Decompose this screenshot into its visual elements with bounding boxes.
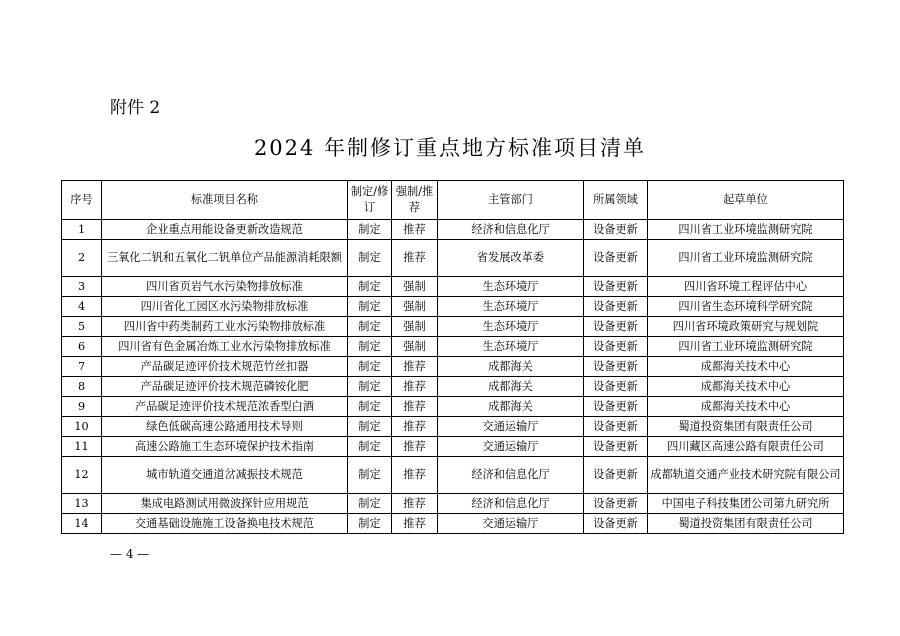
cell-dept: 交通运输厅 (438, 417, 584, 437)
cell-dept: 生态环境厅 (438, 317, 584, 337)
cell-dept: 生态环境厅 (438, 337, 584, 357)
cell-level: 推荐 (392, 357, 438, 377)
standards-table (61, 180, 844, 534)
cell-name: 交通基础设施施工设备换电技术规范 (102, 514, 348, 534)
cell-unit: 蜀道投资集团有限责任公司 (648, 417, 844, 437)
cell-field: 设备更新 (584, 277, 648, 297)
cell-no: 4 (62, 297, 102, 317)
cell-type: 制定 (348, 397, 392, 417)
cell-name: 产品碳足迹评价技术规范竹丝扣器 (102, 357, 348, 377)
cell-no: 6 (62, 337, 102, 357)
cell-dept: 生态环境厅 (438, 277, 584, 297)
cell-type: 制定 (348, 337, 392, 357)
cell-dept: 经济和信息化厅 (438, 457, 584, 494)
cell-no: 5 (62, 317, 102, 337)
cell-level: 推荐 (392, 437, 438, 457)
cell-dept: 省发展改革委 (438, 240, 584, 277)
cell-type: 制定 (348, 494, 392, 514)
cell-type: 制定 (348, 514, 392, 534)
table-row (62, 220, 844, 240)
header-field: 所属领域 (584, 181, 648, 220)
cell-type: 制定 (348, 457, 392, 494)
cell-field: 设备更新 (584, 514, 648, 534)
cell-name: 四川省页岩气水污染物排放标准 (102, 277, 348, 297)
cell-unit: 成都海关技术中心 (648, 357, 844, 377)
cell-level: 推荐 (392, 397, 438, 417)
cell-type: 制定 (348, 417, 392, 437)
cell-name: 城市轨道交通道岔减振技术规范 (102, 457, 348, 494)
header-dept: 主管部门 (438, 181, 584, 220)
cell-dept: 交通运输厅 (438, 437, 584, 457)
cell-name: 四川省化工园区水污染物排放标准 (102, 297, 348, 317)
cell-dept: 交通运输厅 (438, 514, 584, 534)
header-level: 强制/推荐 (392, 181, 438, 220)
header-no: 序号 (62, 181, 102, 220)
cell-field: 设备更新 (584, 494, 648, 514)
table-row (62, 357, 844, 377)
table-row (62, 514, 844, 534)
table-row (62, 377, 844, 397)
cell-field: 设备更新 (584, 297, 648, 317)
table-row (62, 457, 844, 494)
cell-field: 设备更新 (584, 417, 648, 437)
cell-no: 3 (62, 277, 102, 297)
cell-no: 8 (62, 377, 102, 397)
table-row (62, 337, 844, 357)
cell-field: 设备更新 (584, 457, 648, 494)
cell-dept: 经济和信息化厅 (438, 220, 584, 240)
cell-unit: 中国电子科技集团公司第九研究所 (648, 494, 844, 514)
cell-name: 产品碳足迹评价技术规范磷铵化肥 (102, 377, 348, 397)
cell-field: 设备更新 (584, 337, 648, 357)
cell-level: 强制 (392, 317, 438, 337)
cell-unit: 成都海关技术中心 (648, 377, 844, 397)
table-row (62, 417, 844, 437)
cell-name: 三氧化二钒和五氧化二钒单位产品能源消耗限额 (102, 240, 348, 277)
page-number: — 4 — (110, 547, 150, 561)
cell-dept: 成都海关 (438, 377, 584, 397)
cell-field: 设备更新 (584, 377, 648, 397)
cell-dept: 成都海关 (438, 397, 584, 417)
cell-name: 企业重点用能设备更新改造规范 (102, 220, 348, 240)
cell-level: 推荐 (392, 417, 438, 437)
cell-no: 2 (62, 240, 102, 277)
cell-field: 设备更新 (584, 317, 648, 337)
cell-field: 设备更新 (584, 240, 648, 277)
cell-level: 推荐 (392, 220, 438, 240)
cell-unit: 四川省工业环境监测研究院 (648, 240, 844, 277)
table-row (62, 317, 844, 337)
table-row (62, 437, 844, 457)
table-row (62, 297, 844, 317)
cell-level: 推荐 (392, 457, 438, 494)
cell-field: 设备更新 (584, 437, 648, 457)
cell-unit: 四川省环境政策研究与规划院 (648, 317, 844, 337)
cell-unit: 四川省环境工程评估中心 (648, 277, 844, 297)
cell-no: 7 (62, 357, 102, 377)
cell-no: 11 (62, 437, 102, 457)
cell-level: 推荐 (392, 377, 438, 397)
cell-unit: 四川藏区高速公路有限责任公司 (648, 437, 844, 457)
cell-type: 制定 (348, 437, 392, 457)
cell-no: 10 (62, 417, 102, 437)
attachment-label: 附件 2 (110, 98, 161, 118)
cell-type: 制定 (348, 357, 392, 377)
cell-level: 强制 (392, 297, 438, 317)
cell-dept: 成都海关 (438, 357, 584, 377)
cell-no: 9 (62, 397, 102, 417)
cell-no: 12 (62, 457, 102, 494)
document-title: 2024 年制修订重点地方标准项目清单 (253, 136, 647, 160)
cell-dept: 生态环境厅 (438, 297, 584, 317)
cell-no: 14 (62, 514, 102, 534)
table-header-row (62, 181, 844, 220)
header-name: 标准项目名称 (102, 181, 348, 220)
cell-field: 设备更新 (584, 220, 648, 240)
cell-level: 强制 (392, 337, 438, 357)
cell-type: 制定 (348, 220, 392, 240)
table-row (62, 240, 844, 277)
cell-unit: 成都轨道交通产业技术研究院有限公司 (648, 457, 844, 494)
cell-level: 推荐 (392, 240, 438, 277)
cell-unit: 蜀道投资集团有限责任公司 (648, 514, 844, 534)
cell-level: 推荐 (392, 514, 438, 534)
cell-unit: 四川省工业环境监测研究院 (648, 220, 844, 240)
table-row (62, 277, 844, 297)
cell-type: 制定 (348, 317, 392, 337)
cell-field: 设备更新 (584, 397, 648, 417)
header-unit: 起草单位 (648, 181, 844, 220)
cell-field: 设备更新 (584, 357, 648, 377)
cell-type: 制定 (348, 377, 392, 397)
cell-level: 推荐 (392, 494, 438, 514)
cell-unit: 成都海关技术中心 (648, 397, 844, 417)
cell-type: 制定 (348, 277, 392, 297)
cell-name: 四川省中药类制药工业水污染物排放标准 (102, 317, 348, 337)
table-row (62, 494, 844, 514)
cell-type: 制定 (348, 240, 392, 277)
cell-name: 产品碳足迹评价技术规范浓香型白酒 (102, 397, 348, 417)
cell-name: 集成电路测试用微波探针应用规范 (102, 494, 348, 514)
cell-name: 绿色低碳高速公路通用技术导则 (102, 417, 348, 437)
cell-no: 13 (62, 494, 102, 514)
header-type: 制定/修订 (348, 181, 392, 220)
table-row (62, 397, 844, 417)
cell-dept: 经济和信息化厅 (438, 494, 584, 514)
cell-no: 1 (62, 220, 102, 240)
cell-type: 制定 (348, 297, 392, 317)
cell-unit: 四川省工业环境监测研究院 (648, 337, 844, 357)
cell-name: 四川省有色金属冶炼工业水污染物排放标准 (102, 337, 348, 357)
cell-level: 强制 (392, 277, 438, 297)
cell-unit: 四川省生态环境科学研究院 (648, 297, 844, 317)
cell-name: 高速公路施工生态环境保护技术指南 (102, 437, 348, 457)
